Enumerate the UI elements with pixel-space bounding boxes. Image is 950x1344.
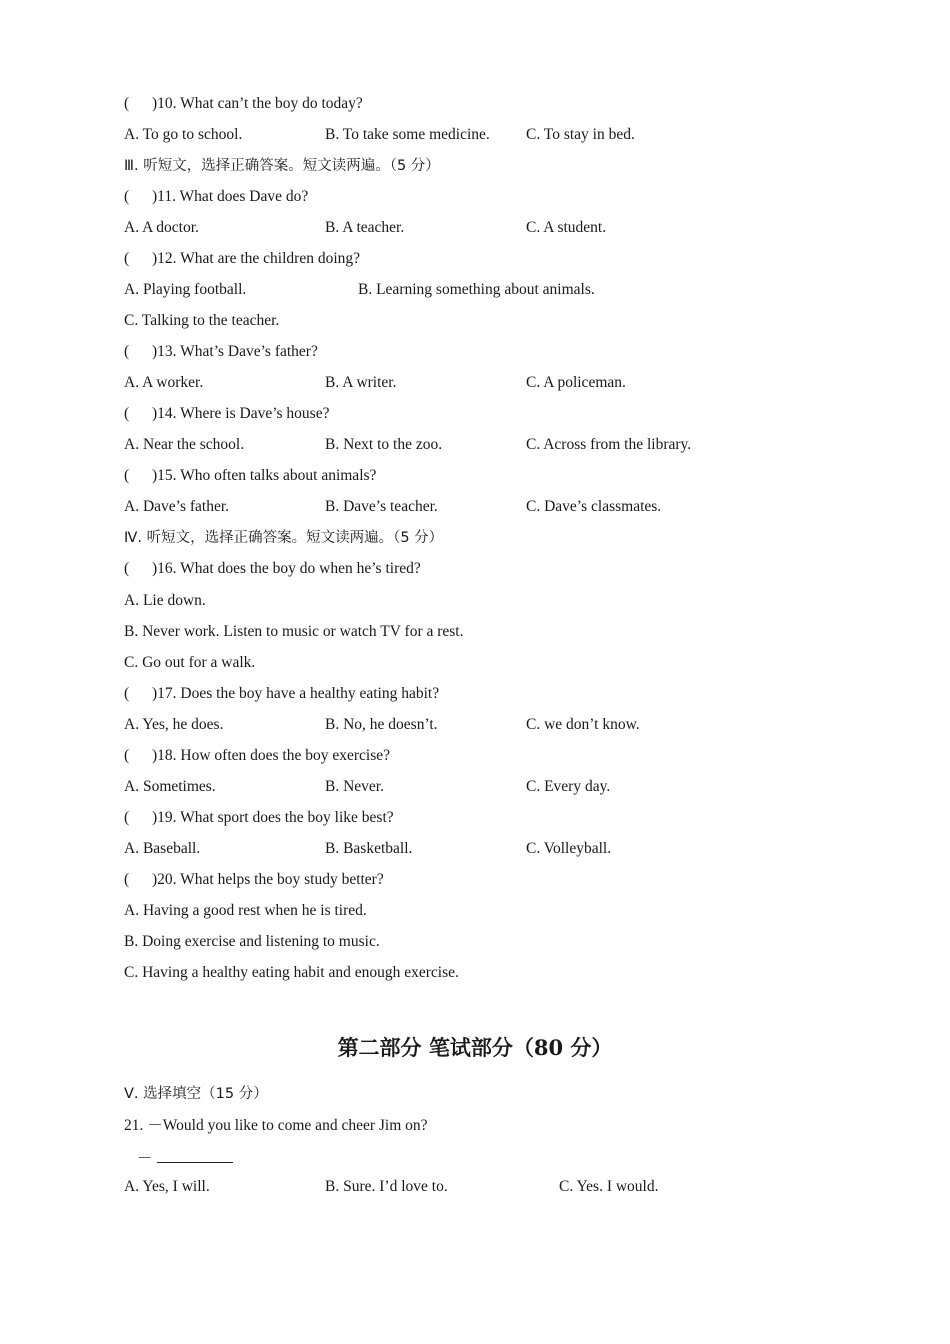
option-c: C. Volleyball.: [526, 840, 612, 857]
answer-paren[interactable]: (: [124, 95, 130, 112]
question-18: [124, 745, 390, 767]
part-2-title: 第二部分 笔试部分（80 分）: [337, 1035, 613, 1060]
question-10: [124, 93, 363, 115]
answer-paren[interactable]: (: [124, 343, 130, 360]
option-a: A. A doctor.: [124, 219, 199, 236]
question-stem: )20. What helps the boy study better?: [152, 871, 384, 888]
answer-paren[interactable]: (: [124, 405, 130, 422]
options-21: [124, 1176, 824, 1198]
question-11: [124, 186, 308, 208]
option-a: A. A worker.: [124, 374, 204, 391]
answer-paren[interactable]: (: [124, 685, 130, 702]
question-17: [124, 683, 439, 705]
option-b: B. Never work. Listen to music or watch TV for a rest.: [124, 623, 464, 640]
option-c: C. To stay in bed.: [526, 126, 635, 143]
question-13: [124, 341, 318, 363]
question-stem: )12. What are the children doing?: [152, 250, 361, 267]
option-b: B. Basketball.: [325, 840, 413, 857]
option-a: A. To go to school.: [124, 126, 243, 143]
option-c: C. Talking to the teacher.: [124, 312, 280, 329]
options-14: [124, 434, 824, 456]
options-11: [124, 217, 824, 239]
option-c: C. Having a healthy eating habit and enough exercise.: [124, 964, 459, 981]
options-17: [124, 714, 824, 736]
option-c: C. Across from the library.: [526, 436, 692, 453]
question-16: [124, 558, 421, 580]
answer-paren[interactable]: (: [124, 871, 130, 888]
option-b: B. A teacher.: [325, 219, 405, 236]
option-b: B. Learning something about animals.: [358, 281, 595, 298]
question-14: [124, 403, 329, 425]
answer-paren[interactable]: (: [124, 188, 130, 205]
option-c: C. Go out for a walk.: [124, 654, 256, 671]
question-stem: )15. Who often talks about animals?: [152, 467, 377, 484]
section-4-title: Ⅳ. 听短文，选择正确答案。短文读两遍。（5 分）: [124, 530, 444, 546]
question-stem: )11. What does Dave do?: [152, 188, 309, 205]
option-c: C. Dave’s classmates.: [526, 498, 662, 515]
option-a: A. Having a good rest when he is tired.: [124, 902, 367, 919]
options-18: [124, 776, 824, 798]
option-b: B. A writer.: [325, 374, 397, 391]
options-19: [124, 838, 824, 860]
option-a: A. Near the school.: [124, 436, 245, 453]
answer-paren[interactable]: (: [124, 250, 130, 267]
question-stem: )19. What sport does the boy like best?: [152, 809, 394, 826]
option-b: B. No, he doesn’t.: [325, 716, 438, 733]
options-13: [124, 372, 824, 394]
option-c: C. Every day.: [526, 778, 611, 795]
option-b: B. To take some medicine.: [325, 126, 490, 143]
option-a: A. Yes, I will.: [124, 1178, 210, 1195]
answer-paren[interactable]: (: [124, 747, 130, 764]
question-19: [124, 807, 394, 829]
question-stem: )18. How often does the boy exercise?: [152, 747, 391, 764]
question-stem: )13. What’s Dave’s father?: [152, 343, 318, 360]
question-15: [124, 465, 376, 487]
option-a: A. Playing football.: [124, 281, 247, 298]
section-3-title: Ⅲ. 听短文，选择正确答案。短文读两遍。（5 分）: [124, 158, 440, 174]
question-12: [124, 248, 360, 270]
answer-paren[interactable]: (: [124, 809, 130, 826]
option-b: B. Dave’s teacher.: [325, 498, 438, 515]
options-10: [124, 124, 824, 146]
option-b: B. Never.: [325, 778, 384, 795]
option-a: A. Baseball.: [124, 840, 201, 857]
option-c: C. Yes. I would.: [559, 1178, 659, 1195]
option-b: B. Doing exercise and listening to music.: [124, 933, 380, 950]
option-a: A. Lie down.: [124, 592, 206, 609]
options-15: [124, 496, 824, 518]
option-b: B. Next to the zoo.: [325, 436, 443, 453]
option-b: B. Sure. I’d love to.: [325, 1178, 448, 1195]
option-c: C. we don’t know.: [526, 716, 640, 733]
question-21: 21. －Would you like to come and cheer Jim on?: [124, 1117, 428, 1134]
options-12-ab: [124, 279, 824, 301]
answer-paren[interactable]: (: [124, 560, 130, 577]
answer-blank[interactable]: [157, 1146, 233, 1163]
question-stem: )16. What does the boy do when he’s tired?: [152, 560, 421, 577]
option-a: A. Sometimes.: [124, 778, 216, 795]
section-5-title: Ⅴ. 选择填空（15 分）: [124, 1086, 268, 1102]
question-stem: )17. Does the boy have a healthy eating habit?: [152, 685, 440, 702]
question-20: [124, 869, 384, 891]
option-a: A. Dave’s father.: [124, 498, 230, 515]
option-a: A. Yes, he does.: [124, 716, 224, 733]
option-c: C. A policeman.: [526, 374, 626, 391]
reply-dash: －: [137, 1150, 153, 1167]
option-c: C. A student.: [526, 219, 607, 236]
answer-paren[interactable]: (: [124, 467, 130, 484]
reply-line: [137, 1146, 233, 1168]
question-stem: )14. Where is Dave’s house?: [152, 405, 330, 422]
question-stem: )10. What can’t the boy do today?: [152, 95, 363, 112]
